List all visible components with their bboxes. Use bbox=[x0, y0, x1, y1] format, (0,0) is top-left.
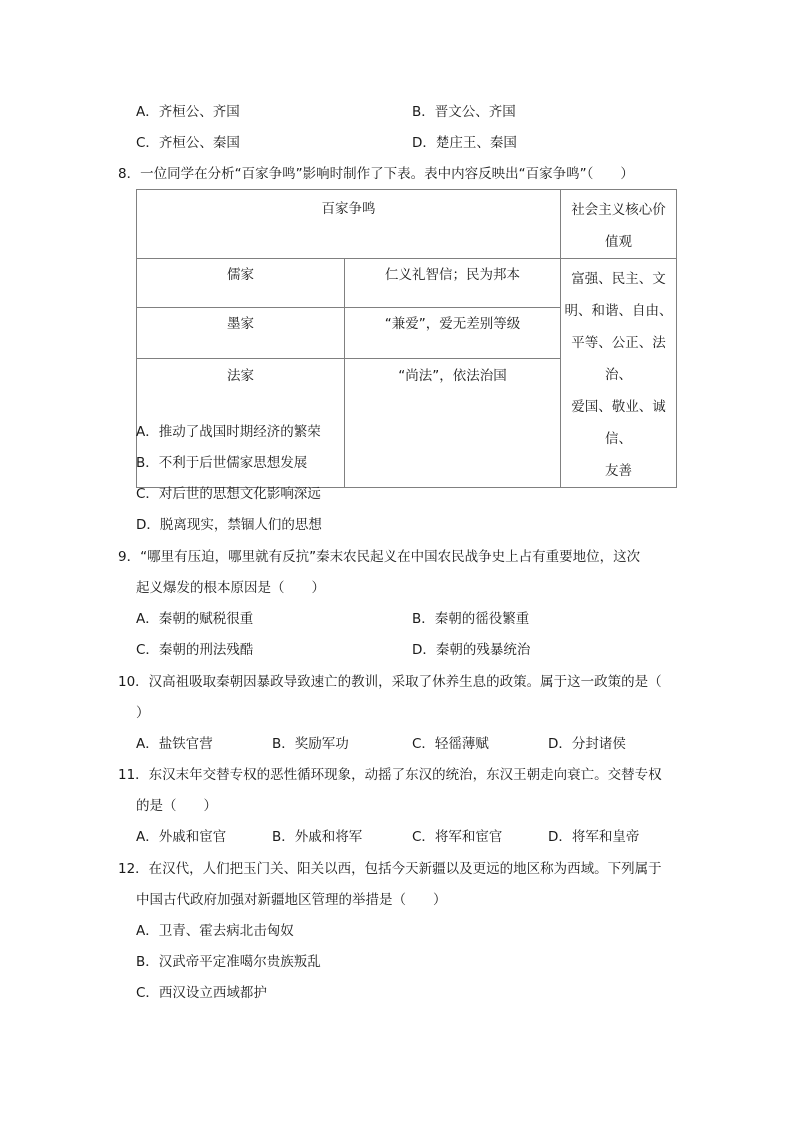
q8-option-a: A．推动了战国时期经济的繁荣 bbox=[136, 424, 321, 440]
table-header-left bbox=[137, 190, 561, 259]
q10-option-b: B．奖励军功 bbox=[272, 736, 349, 752]
school-name: 法家 bbox=[227, 367, 254, 384]
q11-stem-line1: 11．东汉末年交替专权的恶性循环现象，动摇了东汉的统治，东汉王朝走向衰亡。交替专权 bbox=[118, 767, 662, 783]
q10-option-a: A．盐铁官营 bbox=[136, 736, 213, 752]
q10-option-d: D．分封诸侯 bbox=[548, 736, 626, 752]
q11-option-b: B．外戚和将军 bbox=[272, 829, 363, 845]
table-row-idea bbox=[345, 308, 561, 359]
school-idea: 仁义礼智信；民为邦本 bbox=[385, 267, 520, 283]
header-left-text: 百家争鸣 bbox=[321, 201, 376, 217]
school-name: 儒家 bbox=[227, 267, 254, 283]
header-right-line1: 社会主义核心价 bbox=[571, 202, 666, 218]
q10-stem-line1: 10．汉高祖吸取秦朝因暴政导致速亡的教训，采取了休养生息的政策。属于这一政策的是（ bbox=[118, 674, 662, 690]
school-name: 墨家 bbox=[227, 316, 254, 333]
q11-option-a: A．外戚和宦官 bbox=[136, 829, 227, 845]
q9-stem-line2: 起义爆发的根本原因是（ ） bbox=[136, 580, 325, 596]
q8-option-d: D．脱离现实，禁锢人们的思想 bbox=[136, 517, 322, 533]
school-idea: “兼爱”，爱无差别等级 bbox=[384, 316, 521, 333]
q11-stem-line2: 的是（ ） bbox=[136, 798, 217, 814]
q10-option-c: C．轻徭薄赋 bbox=[412, 736, 489, 752]
q12-option-b: B．汉武帝平定准噶尔贵族叛乱 bbox=[136, 954, 321, 970]
q8-option-c: C．对后世的思想文化影响深远 bbox=[136, 486, 321, 502]
q7-option-a: A．齐桓公、齐国 bbox=[136, 104, 240, 120]
q9-option-d: D．秦朝的残暴统治 bbox=[412, 642, 531, 658]
core-values-line: 爱国、敬业、诚信、 bbox=[571, 399, 666, 447]
core-values-line: 明、和谐、自由、 bbox=[564, 303, 673, 319]
school-idea: “尚法”，依法治国 bbox=[398, 367, 507, 384]
q9-option-a: A．秦朝的赋税很重 bbox=[136, 611, 254, 627]
q8-option-b: B．不利于后世儒家思想发展 bbox=[136, 455, 308, 471]
q7-option-b: B．晋文公、齐国 bbox=[412, 104, 516, 120]
core-values-line: 友善 bbox=[605, 463, 632, 479]
core-values-cell bbox=[561, 259, 677, 488]
q12-stem-line2: 中国古代政府加强对新疆地区管理的举措是（ ） bbox=[136, 892, 447, 908]
table-row-school bbox=[137, 259, 345, 308]
table-row-school bbox=[137, 308, 345, 359]
q9-option-b: B．秦朝的徭役繁重 bbox=[412, 611, 530, 627]
core-values-line: 富强、民主、文 bbox=[571, 271, 666, 287]
header-right-line2: 值观 bbox=[605, 234, 632, 250]
q12-option-a: A．卫青、霍去病北击匈奴 bbox=[136, 923, 294, 939]
core-values-line: 平等、公正、法治、 bbox=[571, 335, 666, 383]
q8-table bbox=[136, 189, 677, 488]
q7-option-d: D．楚庄王、秦国 bbox=[412, 135, 517, 151]
q11-option-c: C．将军和宦官 bbox=[412, 829, 503, 845]
q9-stem-line1: 9．“哪里有压迫，哪里就有反抗”秦末农民起义在中国农民战争史上占有重要地位，这次 bbox=[118, 549, 641, 565]
q12-stem-line1: 12．在汉代，人们把玉门关、阳关以西，包括今天新疆以及更远的地区称为西域。下列属于 bbox=[118, 861, 662, 877]
table-row-idea bbox=[345, 259, 561, 308]
q7-option-c: C．齐桓公、秦国 bbox=[136, 135, 240, 151]
table-row-idea bbox=[345, 358, 561, 487]
q10-stem-line2: ） bbox=[136, 705, 150, 721]
q9-option-c: C．秦朝的刑法残酷 bbox=[136, 642, 254, 658]
q8-stem: 8．一位同学在分析“百家争鸣”影响时制作了下表。表中内容反映出“百家争鸣”（ ） bbox=[118, 166, 634, 182]
table-header-right bbox=[561, 190, 677, 259]
q12-option-c: C．西汉设立西域都护 bbox=[136, 985, 267, 1001]
q11-option-d: D．将军和皇帝 bbox=[548, 829, 640, 845]
